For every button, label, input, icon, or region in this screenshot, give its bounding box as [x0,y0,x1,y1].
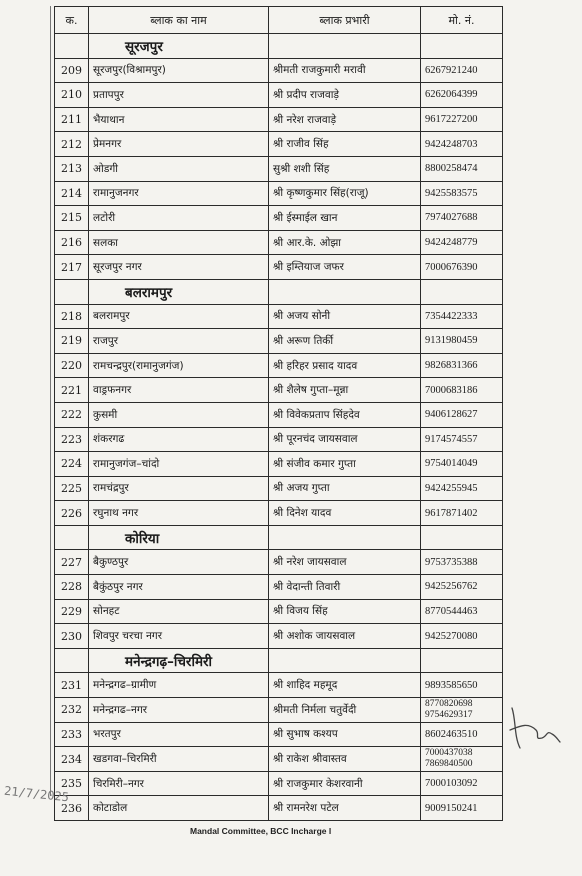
block-incharge-name: श्री ईस्माईल खान [269,206,421,231]
block-incharge-name: श्री संजीव कमार गुप्ता [269,452,421,477]
table-row [55,575,503,600]
table-row [55,501,503,526]
table-row [55,353,503,378]
header-sno: क. [55,7,89,34]
block-name: बैकुंठपुर नगर [89,575,269,600]
mobile-number: 8602463510 [421,722,503,747]
block-incharge-name: श्री शाहिद महमूद [269,673,421,698]
serial-number: 212 [55,132,89,157]
block-name: मनेन्द्रगढ–नगर [89,698,269,723]
table-row [55,550,503,575]
serial-number: 229 [55,599,89,624]
block-incharge-name: श्री प्रदीप राजवाड़े [269,83,421,108]
district-blank-cell [55,648,89,673]
table-row [55,230,503,255]
block-name: बलरामपुर [89,304,269,329]
district-blank-cell [269,279,421,304]
mobile-number: 8800258474 [421,156,503,181]
mobile-number: 7354422333 [421,304,503,329]
block-name: शिवपुर चरचा नगर [89,624,269,649]
block-name: वाड्रफनगर [89,378,269,403]
mobile-number: 9131980459 [421,329,503,354]
block-name: चिरमिरी–नगर [89,771,269,796]
mobile-number: 9406128627 [421,402,503,427]
block-incharge-name: श्रीमती निर्मला चतुर्वेदी [269,698,421,723]
block-incharge-name: श्री शैलेष गुप्ता–मून्ना [269,378,421,403]
block-incharge-name: श्री पूरनचंद जायसवाल [269,427,421,452]
block-incharge-table [54,6,503,821]
district-blank-cell [55,525,89,550]
mobile-number: 9753735388 [421,550,503,575]
serial-number: 235 [55,771,89,796]
table-row [55,181,503,206]
block-incharge-name: श्री अजय गुप्ता [269,476,421,501]
block-incharge-name: श्रीमती राजकुमारी मरावी [269,58,421,83]
mobile-number-secondary: 9754629317 [425,709,473,720]
serial-number: 233 [55,722,89,747]
block-name: प्रतापपुर [89,83,269,108]
serial-number: 219 [55,329,89,354]
block-incharge-name: श्री विजय सिंह [269,599,421,624]
serial-number: 215 [55,206,89,231]
mobile-number-secondary: 7869840500 [425,759,473,770]
district-blank-cell [269,525,421,550]
block-name: सलका [89,230,269,255]
serial-number: 228 [55,575,89,600]
block-incharge-name: श्री दिनेश यादव [269,501,421,526]
block-incharge-name: श्री आर.के. ओझा [269,230,421,255]
block-incharge-name: श्री अरूण तिर्की [269,329,421,354]
table-row [55,722,503,747]
mobile-number: 9424248703 [421,132,503,157]
block-incharge-name: श्री वेदान्ती तिवारी [269,575,421,600]
mobile-number: 9754014049 [421,452,503,477]
table-row [55,796,503,821]
district-blank-cell [55,34,89,59]
mobile-number: 9174574557 [421,427,503,452]
block-incharge-name: श्री राकेश श्रीवास्तव [269,747,421,772]
district-blank-cell [55,279,89,304]
block-name: मनेन्द्रगढ–ग्रामीण [89,673,269,698]
page-margin-line [50,6,51,796]
block-name: रामचंद्रपुर [89,476,269,501]
serial-number: 231 [55,673,89,698]
mobile-number [421,747,503,772]
district-blank-cell [421,525,503,550]
mobile-number: 9424255945 [421,476,503,501]
mobile-number-primary: 8770820698 [425,698,473,709]
district-row [55,34,503,59]
serial-number: 218 [55,304,89,329]
footer-note: Mandal Committee, BCC Incharge l [190,826,332,836]
block-name: शंकरगढ [89,427,269,452]
table-row [55,156,503,181]
block-incharge-name: श्री सुभाष कश्यप [269,722,421,747]
serial-number: 214 [55,181,89,206]
mobile-number: 9617227200 [421,107,503,132]
block-name: सोनहट [89,599,269,624]
district-blank-cell [421,34,503,59]
table-row [55,624,503,649]
block-name: राजपुर [89,329,269,354]
district-blank-cell [421,648,503,673]
table-row [55,58,503,83]
handwritten-date: 21/7/2025 [3,783,70,805]
header-block-incharge: ब्लाक प्रभारी [269,7,421,34]
block-name: रामानुजनगर [89,181,269,206]
mobile-number: 9424248779 [421,230,503,255]
block-name: प्रेमनगर [89,132,269,157]
mobile-number: 9009150241 [421,796,503,821]
block-name: रघुनाथ नगर [89,501,269,526]
block-name: भैयाथान [89,107,269,132]
header-mobile: मो. नं. [421,7,503,34]
district-blank-cell [269,648,421,673]
table-header-row [55,7,503,34]
mobile-number: 9425270080 [421,624,503,649]
table-row [55,427,503,452]
mobile-number: 7000676390 [421,255,503,280]
block-name: ओडगी [89,156,269,181]
district-blank-cell [421,279,503,304]
block-incharge-name: श्री नरेश राजवाड़े [269,107,421,132]
district-row [55,648,503,673]
serial-number: 223 [55,427,89,452]
table-row [55,83,503,108]
block-incharge-name: श्री कृष्णकुमार सिंह(राजू) [269,181,421,206]
mobile-number-primary: 7000437038 [425,748,473,759]
district-name: कोरिया [89,525,269,550]
serial-number: 226 [55,501,89,526]
serial-number: 224 [55,452,89,477]
block-name: कुसमी [89,402,269,427]
serial-number: 227 [55,550,89,575]
block-incharge-name: श्री विवेकप्रताप सिंहदेव [269,402,421,427]
table-row [55,132,503,157]
table-row [55,747,503,772]
mobile-number: 8770544463 [421,599,503,624]
serial-number: 210 [55,83,89,108]
table-row [55,771,503,796]
table-row [55,107,503,132]
block-incharge-name: श्री अजय सोनी [269,304,421,329]
mobile-number [421,698,503,723]
mobile-number: 9425583575 [421,181,503,206]
block-name: रामचन्द्रपुर(रामानुजगंज) [89,353,269,378]
mobile-number: 7000103092 [421,771,503,796]
table-row [55,304,503,329]
serial-number: 230 [55,624,89,649]
district-name: सूरजपुर [89,34,269,59]
header-block-name: ब्लाक का नाम [89,7,269,34]
block-name: सूरजपुर नगर [89,255,269,280]
block-name: बैकुण्ठपुर [89,550,269,575]
serial-number: 217 [55,255,89,280]
mobile-number: 7974027688 [421,206,503,231]
table-row [55,698,503,723]
district-name: बलरामपुर [89,279,269,304]
block-incharge-name: श्री नरेश जायसवाल [269,550,421,575]
serial-number: 213 [55,156,89,181]
block-name: कोटाडोल [89,796,269,821]
serial-number: 216 [55,230,89,255]
serial-number: 234 [55,747,89,772]
district-row [55,279,503,304]
district-row [55,525,503,550]
mobile-number: 9617871402 [421,501,503,526]
block-name: खडगवा–चिरमिरी [89,747,269,772]
table-row [55,378,503,403]
table-row [55,329,503,354]
serial-number: 220 [55,353,89,378]
block-name: लटोरी [89,206,269,231]
block-incharge-name: श्री इम्तियाज जफर [269,255,421,280]
signature-mark [506,700,562,760]
block-incharge-name: श्री अशोक जायसवाल [269,624,421,649]
mobile-number: 6262064399 [421,83,503,108]
serial-number: 236 [55,796,89,821]
table-row [55,452,503,477]
block-incharge-name: श्री राजकुमार केशरवानी [269,771,421,796]
block-incharge-name: श्री रामनरेश पटेल [269,796,421,821]
serial-number: 225 [55,476,89,501]
block-incharge-name: सुश्री शशी सिंह [269,156,421,181]
serial-number: 221 [55,378,89,403]
table-row [55,206,503,231]
table-body [55,34,503,821]
table-row [55,476,503,501]
serial-number: 222 [55,402,89,427]
block-name: भरतपुर [89,722,269,747]
serial-number: 232 [55,698,89,723]
mobile-number: 6267921240 [421,58,503,83]
table-row [55,599,503,624]
mobile-number: 9893585650 [421,673,503,698]
block-name: सूरजपुर(विश्रामपुर) [89,58,269,83]
mobile-number: 7000683186 [421,378,503,403]
block-incharge-name: श्री हरिहर प्रसाद यादव [269,353,421,378]
mobile-number: 9826831366 [421,353,503,378]
serial-number: 211 [55,107,89,132]
district-blank-cell [269,34,421,59]
block-incharge-name: श्री राजीव सिंह [269,132,421,157]
serial-number: 209 [55,58,89,83]
table-row [55,402,503,427]
table-row [55,673,503,698]
district-name: मनेन्द्रगढ़–चिरमिरी [89,648,269,673]
mobile-number: 9425256762 [421,575,503,600]
table-row [55,255,503,280]
block-name: रामानुजगंज–चांदो [89,452,269,477]
